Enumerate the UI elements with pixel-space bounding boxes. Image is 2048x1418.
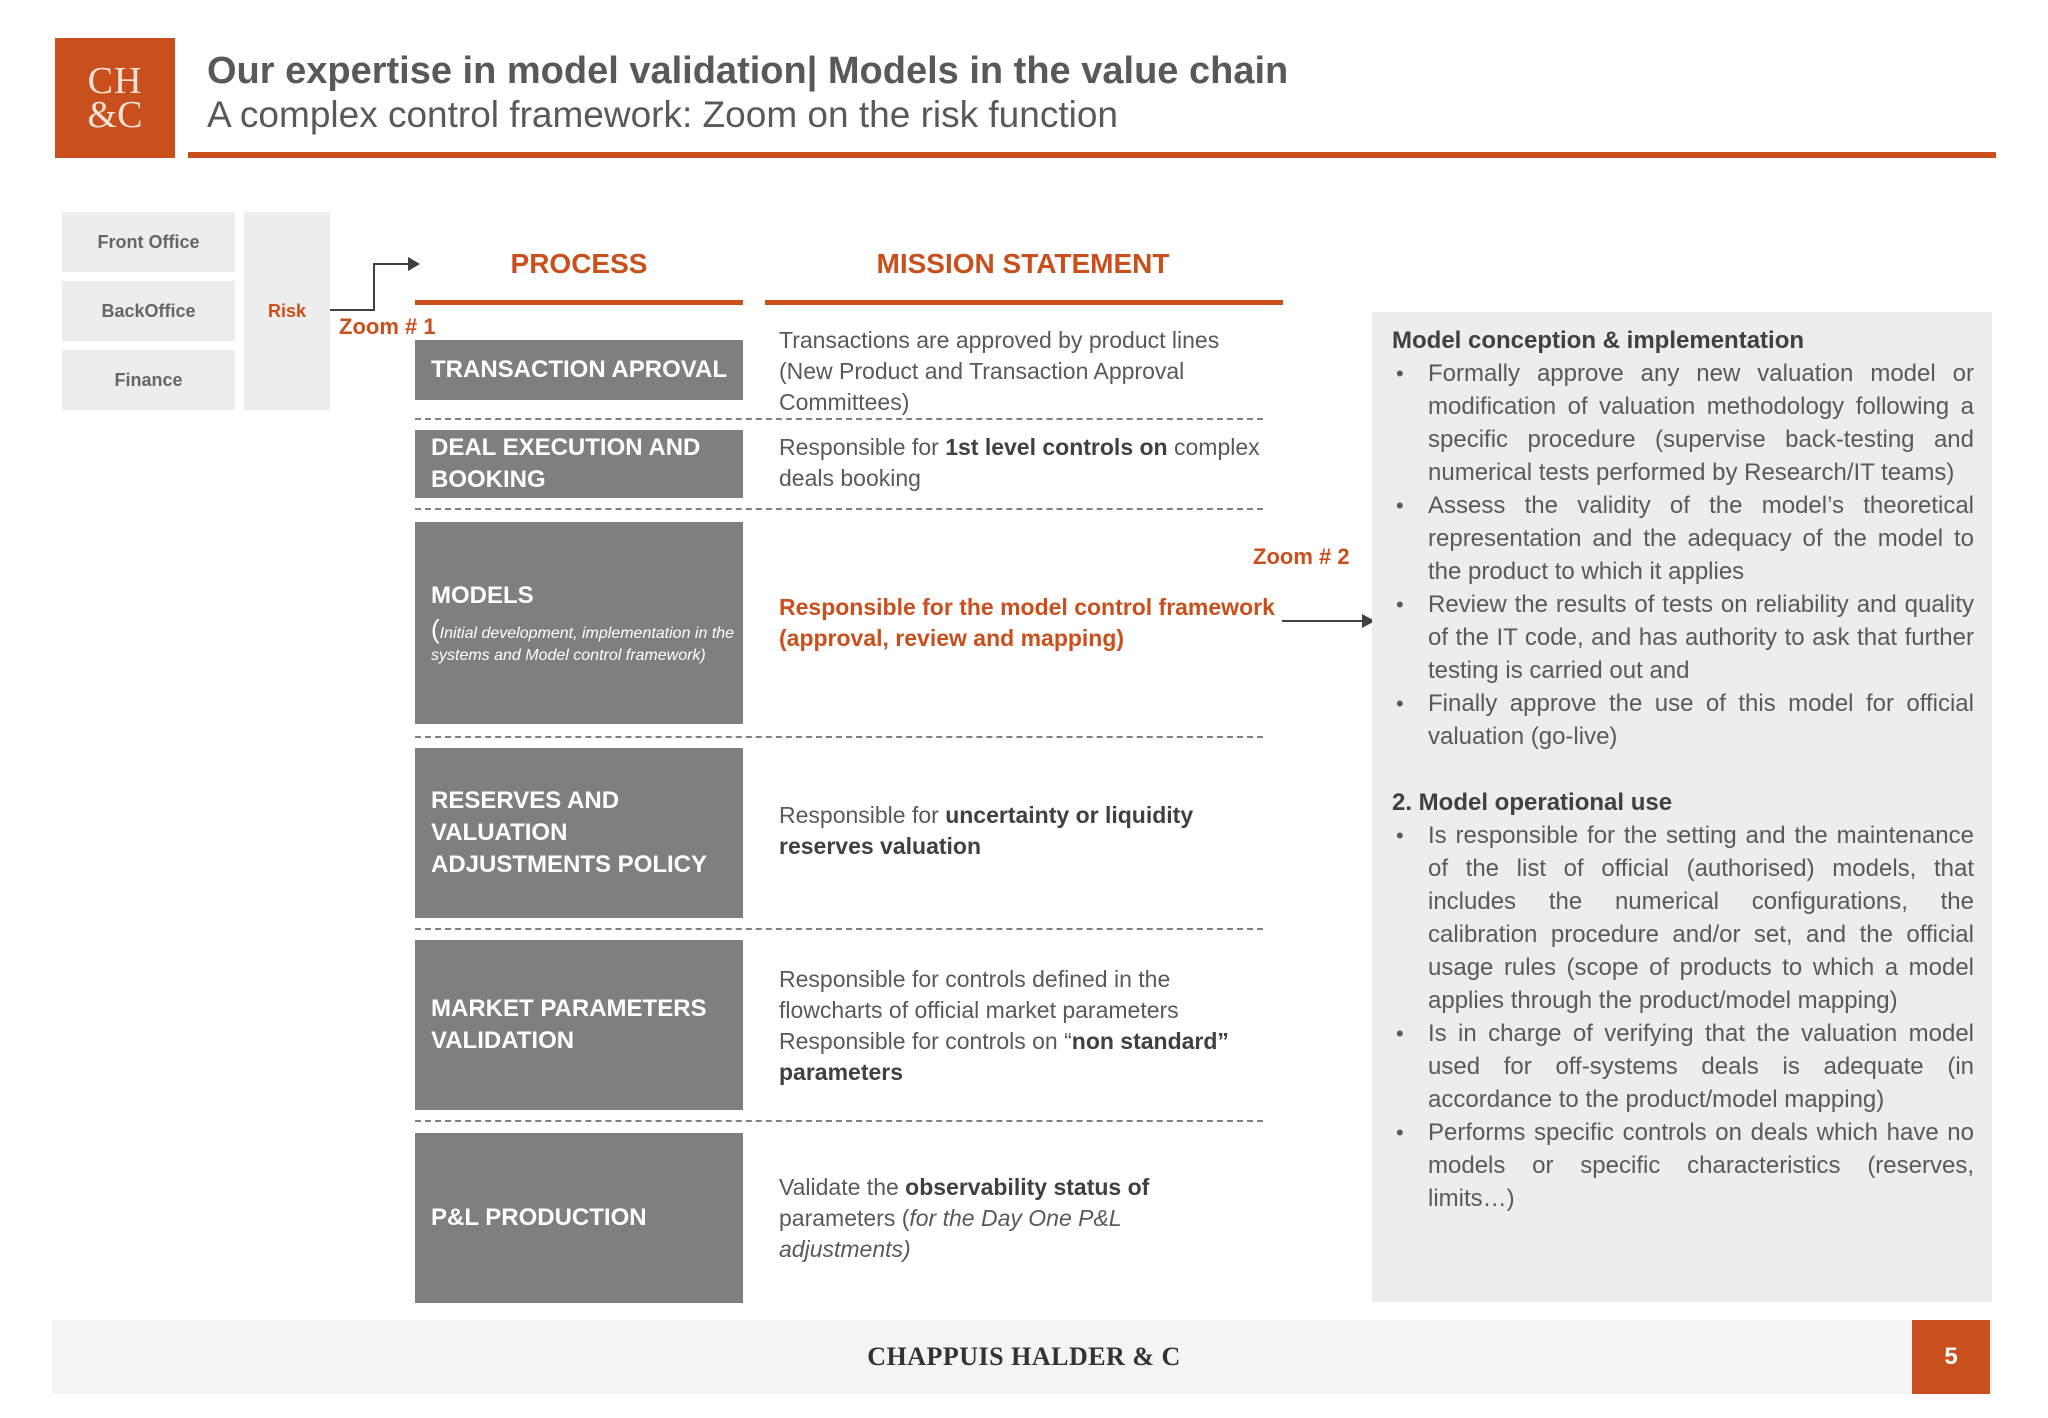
list-item [1392,1017,1974,1116]
mission-text-italic: for the Day One P&L adjustments) [779,1205,1122,1262]
process-column-header: PROCESS [510,248,648,279]
mission-deal-execution [779,430,1279,500]
list-item-text: Assess the validity of the model’s theoretical representation and the adequacy of the model to the product to which it applies [1428,492,1974,585]
org-finance: Finance [62,350,235,410]
panel-heading-operational: 2. Model operational use [1392,789,1673,816]
org-risk-label: Risk [267,300,307,321]
bullet-icon: • [1396,361,1404,386]
mission-text: Validate the [779,1174,906,1200]
list-item-text: Is responsible for the setting and the maintenance of the list of official (authorised) models, that includes the numerical configurations, the calibration procedure and/or set, and the official usage rules (scope of products to which a model applies through the product/model mapping) [1428,822,1974,1014]
bullet-icon: • [1396,823,1404,848]
mission-market-parameters [779,964,1279,1094]
process-note [431,613,743,667]
org-risk-box [244,212,330,410]
mission-text: Responsible for controls on “ [779,1028,1072,1054]
mission-models [779,522,1279,724]
bullet-icon: • [1396,493,1404,518]
process-label: P&L PRODUCTION [431,1204,647,1231]
mission-text-bold: non standard” parameters [779,1028,1229,1085]
mission-text: Transactions are approved by product lines (New Product and Transaction Approval Committees) [779,326,1220,415]
process-transaction-approval [415,340,743,400]
mission-column-header: MISSION STATEMENT [876,248,1170,279]
logo-line-2: &C [87,94,143,136]
risk-function-detail-panel [1372,312,1992,1302]
zoom-2-arrow [1282,610,1376,632]
row-divider [415,418,1263,420]
slide-title: Our expertise in model validation| Models in the value chain [207,50,1289,92]
bullet-icon: • [1396,1021,1404,1046]
row-divider [415,736,1263,738]
org-backoffice: BackOffice [62,281,235,341]
bullet-icon: • [1396,1120,1404,1145]
mission-reserves [779,748,1279,918]
company-logo [55,38,175,158]
process-note-paren: ( [431,613,440,644]
mission-text-bold: observability status of [905,1174,1150,1200]
mission-text: parameters ( [779,1205,910,1231]
list-item-text: Review the results of tests on reliability and quality of the IT code, and has authority to ask that further testing is carried out and [1428,591,1974,684]
list-item [1392,588,1974,687]
mission-pnl-production [779,1172,1199,1282]
list-item [1392,489,1974,588]
bullet-icon: • [1396,592,1404,617]
title-underline [188,152,1996,158]
process-models [415,522,743,724]
process-label: DEAL EXECUTION AND BOOKING [431,434,701,493]
row-divider [415,928,1263,930]
logo-line-1: CH [87,60,143,102]
operational-bullet-list [1392,819,1974,1215]
list-item [1392,357,1974,489]
mission-text: Responsible for [779,434,946,460]
list-item-text: Performs specific controls on deals which have no models or specific characteristics (reserves, limits…) [1428,1119,1974,1212]
zoom-2-label: Zoom # 2 [1253,544,1350,569]
process-pnl-production [415,1133,743,1303]
page-number: 5 [1912,1320,1990,1394]
spacer [1392,753,1974,786]
process-label: MARKET PARAMETERS VALIDATION [431,995,707,1054]
process-market-parameters [415,940,743,1110]
mission-header-rule [765,300,1283,305]
process-note-text: Initial development, implementation in the systems and Model control framework) [431,624,735,664]
list-item [1392,819,1974,1017]
process-label: MODELS [431,581,534,609]
process-deal-execution [415,430,743,498]
slide-subtitle: A complex control framework: Zoom on the risk function [207,94,1118,135]
list-item-text: Finally approve the use of this model for official valuation (go-live) [1428,690,1974,750]
process-label: TRANSACTION APROVAL [431,356,727,383]
mission-text: Responsible for [779,802,946,828]
zoom-1-label: Zoom # 1 [339,314,436,339]
row-divider [415,508,1263,510]
mission-text: Responsible for controls defined in the flowcharts of official market parameters [779,966,1179,1023]
list-item [1392,1116,1974,1215]
mission-text: Responsible for the model control framework (approval, review and mapping) [779,594,1275,651]
conception-bullet-list [1392,357,1974,753]
mission-text-bold: uncertainty or liquidity reserves valuation [779,802,1194,859]
process-label: RESERVES AND VALUATION ADJUSTMENTS POLICY [431,787,708,878]
zoom-1-connector [330,252,420,312]
bullet-icon: • [1396,691,1404,716]
footer-brand: CHAPPUIS HALDER & C [867,1342,1181,1371]
mission-transaction-approval [779,324,1279,418]
row-divider [415,1120,1263,1122]
panel-heading-conception: Model conception & implementation [1392,327,1805,354]
org-front-office: Front Office [62,212,235,272]
mission-text: complex deals booking [779,434,1260,491]
list-item-text: Is in charge of verifying that the valuation model used for off-systems deals is adequate (in accordance to the product/model mapping) [1428,1020,1974,1113]
process-header-rule [415,300,743,305]
list-item [1392,687,1974,753]
mission-text-bold: 1st level controls on [945,434,1168,460]
list-item-text: Formally approve any new valuation model or modification of valuation methodology following a specific procedure (supervise back-testing and numerical tests performed by Research/IT teams) [1428,360,1974,486]
process-reserves [415,748,743,918]
